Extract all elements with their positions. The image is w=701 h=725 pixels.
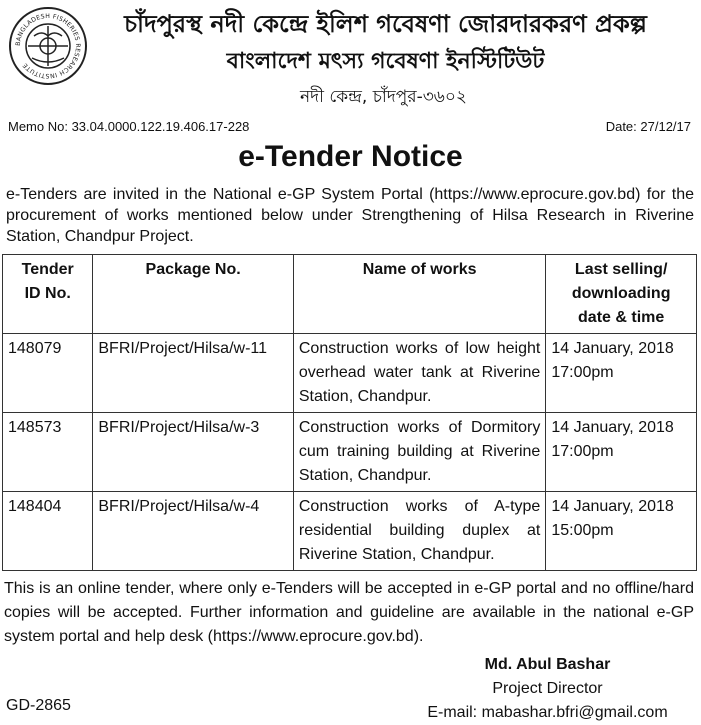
last-date-time: 17:00pm [551,443,614,460]
package-no: BFRI/Project/Hilsa/w-3 [93,413,294,492]
last-date-day: 14 January, 2018 [551,419,674,436]
last-date-day: 14 January, 2018 [551,498,674,515]
notice-date: Date: 27/12/17 [605,119,691,134]
last-date [546,492,697,571]
table-row [3,413,697,492]
signatory-email: E-mail: mabashar.bfri@gmail.com [427,704,668,721]
last-date-time: 15:00pm [551,522,614,539]
closing-paragraph: This is an online tender, where only e-Tenders will be accepted in e-GP portal and no offline/hard copies will be accepted. Further information and guideline are available in the national e-GP system portal and help desk (https://www.eprocure.gov.bd). [4,580,694,645]
notice-title: e-Tender Notice [238,140,463,173]
table-row [3,492,697,571]
work-name: Construction works of Dormitory cum training building at Riverine Station, Chandpur. [293,413,545,492]
table-row [3,334,697,413]
header-works: Name of works [293,255,545,334]
work-name: Construction works of A-type residential building duplex at Riverine Station, Chandpur. [293,492,545,571]
bangla-institute-name: বাংলাদেশ মৎস্য গবেষণা ইনস্টিটিউট [226,49,545,74]
logo-ring-text: BANGLADESH FISHERIES RESEARCH INSTITUTE [14,12,82,80]
package-no: BFRI/Project/Hilsa/w-11 [93,334,294,413]
tender-table [2,254,697,571]
tender-id: 148079 [3,334,93,413]
bangla-project-title: চাঁদপুরস্থ নদী কেন্দ্রে ইলিশ গবেষণা জোরদারকরণ প্রকল্প [124,10,647,38]
intro-paragraph: e-Tenders are invited in the National e-GP System Portal (https://www.eprocure.gov.bd) for the procurement of works mentioned below under Strengthening of Hilsa Research in Riverine Station, Chandpur Project. [6,186,694,245]
memo-number: Memo No: 33.04.0000.122.19.406.17-228 [8,119,250,134]
header-tender-id [3,255,93,334]
work-name: Construction works of low height overhead water tank at Riverine Station, Chandpur. [293,334,545,413]
package-no: BFRI/Project/Hilsa/w-4 [93,492,294,571]
last-date-time: 17:00pm [551,364,614,381]
signature-block [400,653,695,725]
header-last-date [546,255,697,334]
tender-id: 148573 [3,413,93,492]
header-last-line2: downloading [571,285,671,302]
tender-id: 148404 [3,492,93,571]
last-date-day: 14 January, 2018 [551,340,674,357]
header-tender-id-line1: Tender [21,261,74,278]
signatory-designation: Project Director [492,680,603,697]
last-date [546,334,697,413]
header-tender-id-line2: ID No. [24,285,71,302]
header-package: Package No. [93,255,294,334]
header-last-line1: Last selling/ [574,261,668,278]
signatory-name: Md. Abul Bashar [484,656,611,673]
bangla-address: নদী কেন্দ্র, চাঁদপুর-৩৬০২ [300,87,467,107]
gd-number: GD-2865 [6,697,71,714]
header-last-line3: date & time [578,309,665,326]
last-date [546,413,697,492]
table-header-row [3,255,697,334]
